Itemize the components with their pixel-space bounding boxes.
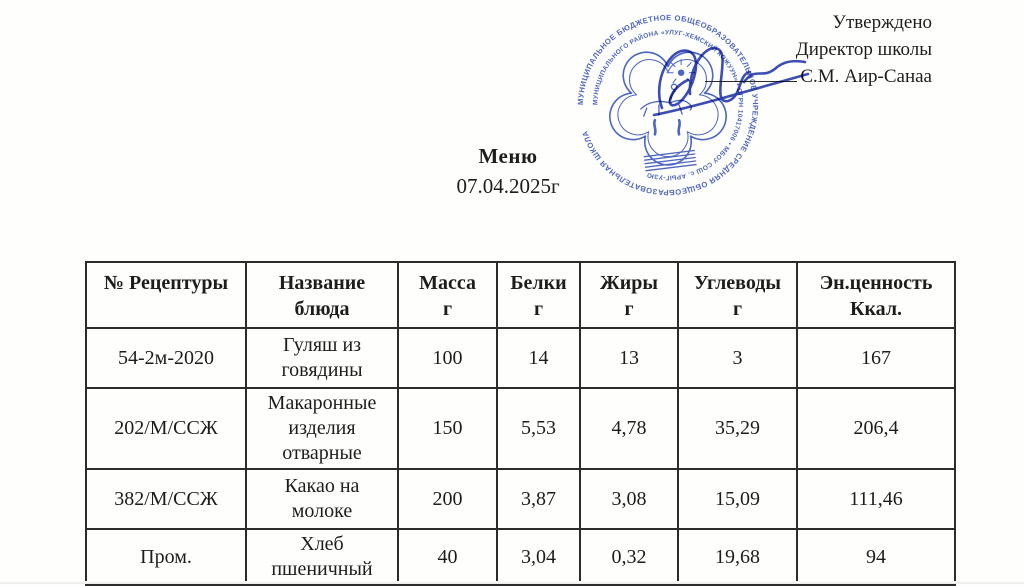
header-cell-mass: Масса г <box>398 262 497 328</box>
table-cell: 4,78 <box>580 388 678 469</box>
header-cell-energy: Эн.ценность Ккал. <box>797 262 955 328</box>
table-cell: 3,87 <box>497 469 580 529</box>
table-cell: 0,32 <box>580 529 678 585</box>
table-cell: 3,08 <box>580 469 678 529</box>
table-cell: 94 <box>797 529 955 585</box>
table-cell: 206,4 <box>797 388 955 469</box>
header-cell-protein: Белки г <box>497 262 580 328</box>
table-cell: 200 <box>398 469 497 529</box>
table-cell: Хлеб пшеничный <box>246 529 398 585</box>
table-cell: Пром. <box>86 529 246 585</box>
table-row <box>86 469 955 529</box>
header-cell-recipe: № Рецептуры <box>86 262 246 328</box>
menu-title: Меню <box>478 144 538 168</box>
stamp-inner-ring-text: МУНИЦИПАЛЬНОГО РАЙОНА «УЛУГ-ХЕМСКИЙ КОЖУУН» • ОГРН 10417006 • МБОУ СОШ с. АРЫГ-УЗЮ <box>592 29 744 181</box>
table-cell: 3,04 <box>497 529 580 585</box>
table-cell: 13 <box>580 328 678 388</box>
header-row <box>86 262 955 328</box>
table-row <box>86 388 955 469</box>
table-cell: 3 <box>678 328 797 388</box>
nutrition-table <box>85 261 956 586</box>
table-cell: 5,53 <box>497 388 580 469</box>
table-cell: 14 <box>497 328 580 388</box>
table-cell: Какао на молоке <box>246 469 398 529</box>
signatory-name: С.М. Аир-Санаа <box>800 66 932 87</box>
table-cell: 100 <box>398 328 497 388</box>
table-row <box>86 328 955 388</box>
header-cell-fat: Жиры г <box>580 262 678 328</box>
header-cell-dish: Название блюда <box>246 262 398 328</box>
table-cell: Макаронные изделия отварные <box>246 388 398 469</box>
approval-position: Директор школы <box>795 39 932 60</box>
stamp-outer-ring-text: МУНИЦИПАЛЬНОЕ БЮДЖЕТНОЕ ОБЩЕОБРАЗОВАТЕЛЬНОЕ УЧРЕЖДЕНИЕ СРЕДНЯЯ ОБЩЕОБРАЗОВАТЕЛЬНАЯ ШКОЛА <box>576 13 760 197</box>
table-cell: 54-2м-2020 <box>86 328 246 388</box>
table-cell: 35,29 <box>678 388 797 469</box>
table-cell: 19,68 <box>678 529 797 585</box>
table-cell: 167 <box>797 328 955 388</box>
table-cell: 111,46 <box>797 469 955 529</box>
approval-status: Утверждено <box>832 12 932 33</box>
table-row <box>86 529 955 585</box>
table-cell: Гуляш из говядины <box>246 328 398 388</box>
table-cell: 40 <box>398 529 497 585</box>
table-cell: 202/М/ССЖ <box>86 388 246 469</box>
table-cell: 150 <box>398 388 497 469</box>
signature <box>644 30 816 122</box>
stamp-marks <box>654 120 679 134</box>
table-cell: 382/М/ССЖ <box>86 469 246 529</box>
table-cell: 15,09 <box>678 469 797 529</box>
header-cell-carbs: Углеводы г <box>678 262 797 328</box>
menu-date: 07.04.2025г <box>456 174 560 198</box>
